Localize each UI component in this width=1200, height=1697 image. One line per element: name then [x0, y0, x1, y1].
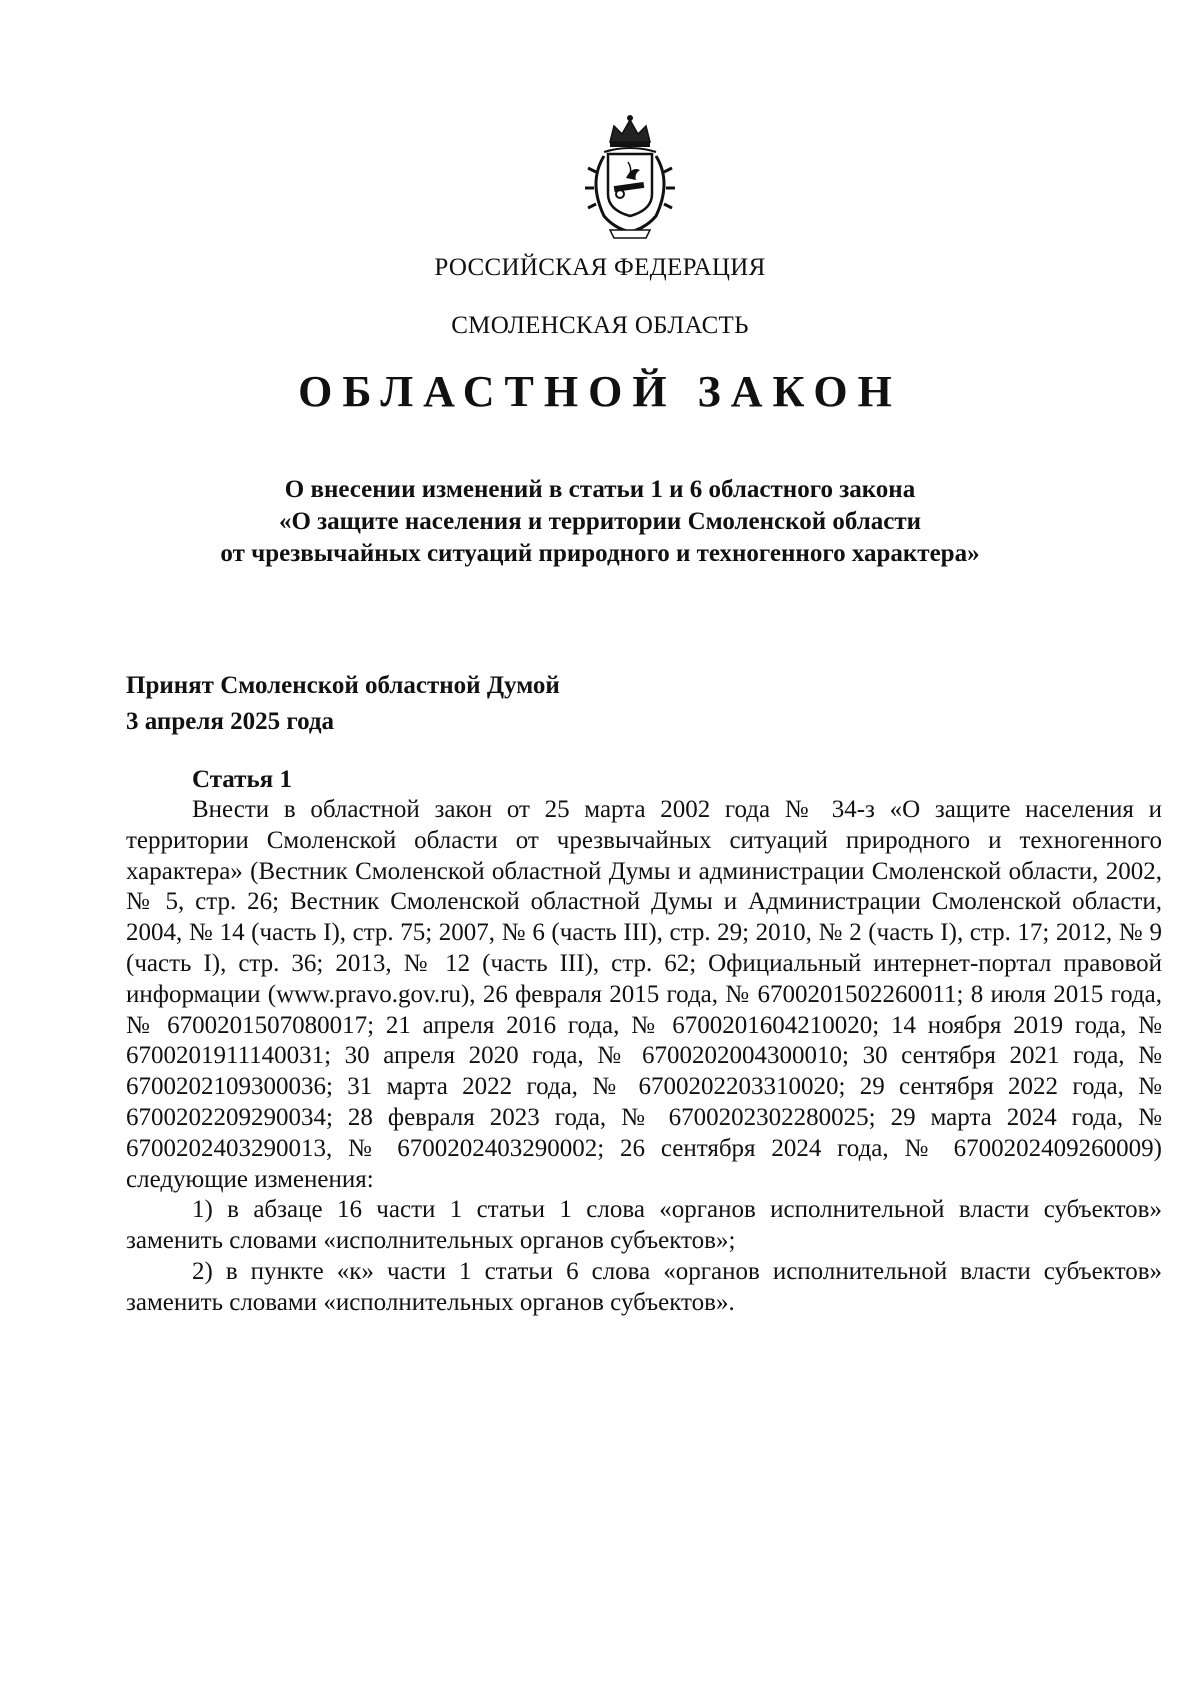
- subject-line-3: от чрезвычайных ситуаций природного и техногенного характера»: [220, 540, 980, 567]
- law-subject: [150, 474, 1050, 570]
- amendment-item-2: 2) в пункте «к» части 1 статьи 6 слова «органов исполнительной власти субъектов» заменить словами «исполнительных органов субъектов».: [126, 1257, 1162, 1316]
- region-name: СМОЛЕНСКАЯ ОБЛАСТЬ: [451, 312, 749, 339]
- coat-of-arms-icon: [574, 112, 686, 242]
- subject-line-2: «О защите населения и территории Смоленской области: [278, 508, 922, 535]
- document-type-title: ОБЛАСТНОЙ ЗАКОН: [298, 367, 902, 416]
- amendment-item-1: 1) в абзаце 16 части 1 статьи 1 слова «органов исполнительной власти субъектов» заменить словами «исполнительных органов субъектов»;: [126, 1196, 1162, 1255]
- article-body: [126, 795, 1162, 1319]
- article-intro-paragraph: Внести в областной закон от 25 марта 2002 года № 34-з «О защите населения и территории Смоленской области от чрезвычайных ситуаций природного и техногенного характера» (Вестник Смоленской областной Думы и администрации Смоленской области, 2002, № 5, стр. 26; Вестник Смоленской областной Думы и Администрации Смоленской области, 2004, № 14 (часть I), стр. 75; 2007, № 6 (часть III), стр. 29; 2010, № 2 (часть I), стр. 17; 2012, № 9 (часть I), стр. 36; 2013, № 12 (часть III), стр. 62; Официальный интернет-портал правовой информации (www.pravo.gov.ru), 26 февраля 2015 года, № 6700201502260011; 8 июля 2015 года, № 6700201507080017; 21 апреля 2016 года, № 6700201604210020; 14 ноября 2019 года, № 6700201911140031; 30 апреля 2020 года, № 6700202004300010; 30 сентября 2021 года, № 6700202109300036; 31 марта 2022 года, № 6700202203310020; 29 сентября 2022 года, № 6700202209290034; 28 февраля 2023 года, № 6700202302280025; 29 марта 2024 года, № 6700202403290013, № 6700202403290002; 26 сентября 2024 года, № 6700202409260009) следующие изменения:: [126, 796, 1162, 1193]
- adoption-line-1: Принят Смоленской областной Думой: [126, 672, 560, 699]
- article-heading: Статья 1: [192, 766, 292, 793]
- country-name: РОССИЙСКАЯ ФЕДЕРАЦИЯ: [434, 254, 766, 281]
- adoption-block: [126, 668, 726, 740]
- adoption-date: 3 апреля 2025 года: [126, 708, 335, 735]
- subject-line-1: О внесении изменений в статьи 1 и 6 областного закона: [284, 476, 916, 503]
